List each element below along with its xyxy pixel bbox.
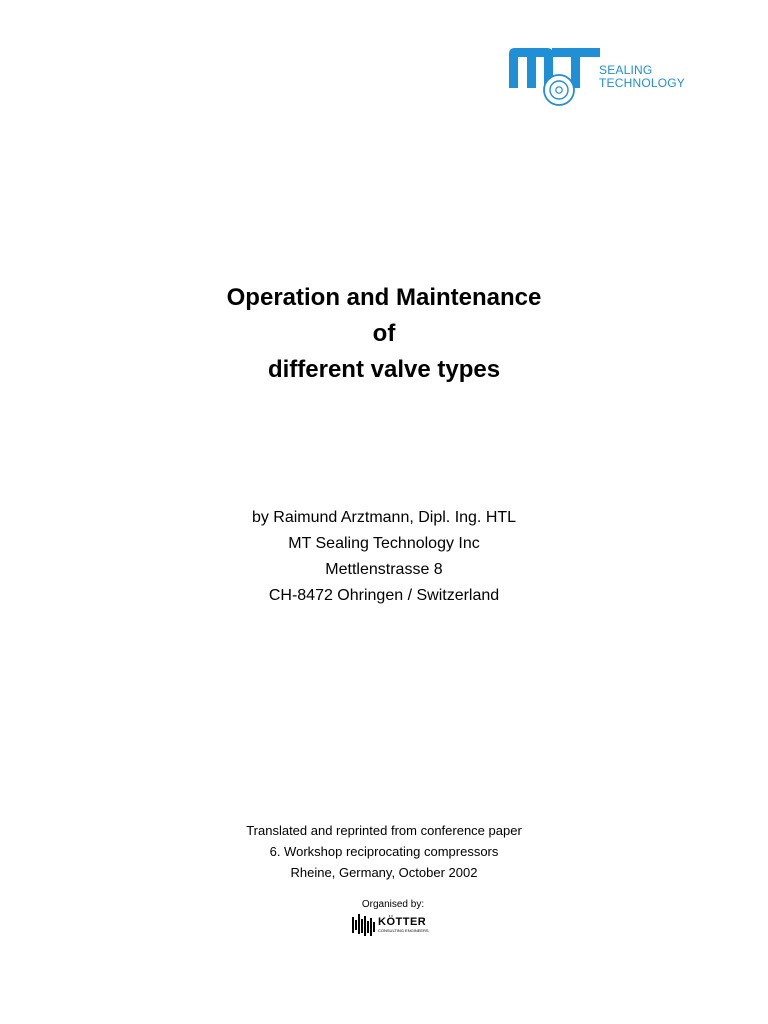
kotter-subtitle: CONSULTING ENGINEERS [378, 928, 429, 933]
author-info [0, 505, 768, 609]
author-city: CH-8472 Ohringen / Switzerland [268, 587, 500, 604]
conference-note [0, 820, 768, 883]
kotter-name: KÖTTER [378, 916, 427, 928]
logo-wordmark [599, 64, 685, 90]
conference-line-1: Translated and reprinted from conference paper [246, 823, 522, 838]
author-company: MT Sealing Technology Inc [288, 535, 480, 552]
kotter-bars-icon [350, 911, 378, 939]
organised-by-label: Organised by: [361, 899, 425, 910]
kotter-logo [350, 911, 440, 939]
title-line-2: of [372, 320, 396, 347]
mt-logo-mark-icon [507, 44, 602, 110]
author-street: Mettlenstrasse 8 [325, 561, 443, 578]
logo-line-sealing: SEALING [599, 63, 653, 77]
title-line-3: different valve types [267, 356, 501, 383]
title-line-1: Operation and Maintenance [226, 284, 542, 311]
document-title [0, 280, 768, 388]
conference-line-3: Rheine, Germany, October 2002 [290, 865, 478, 880]
logo-line-technology: TECHNOLOGY [599, 76, 686, 90]
conference-line-2: 6. Workshop reciprocating compressors [269, 844, 499, 859]
author-byline: by Raimund Arztmann, Dipl. Ing. HTL [251, 509, 517, 526]
mt-sealing-technology-logo [507, 44, 697, 110]
